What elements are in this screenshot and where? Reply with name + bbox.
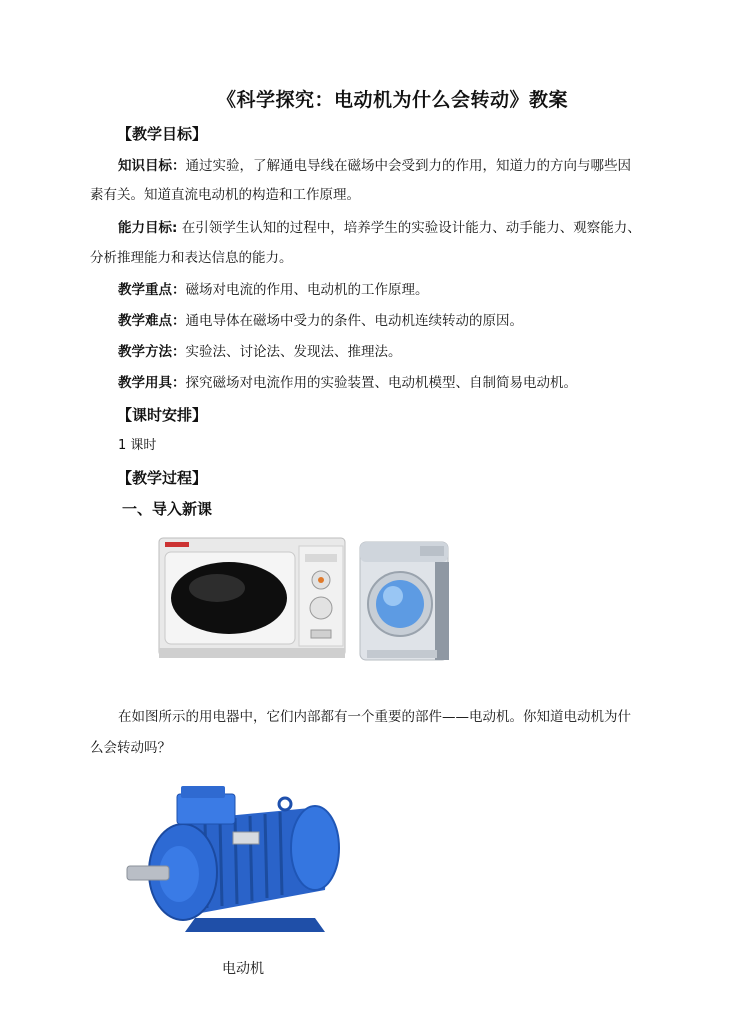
knowledge-objective-line1	[90, 156, 688, 176]
knowledge-label: 知识目标：	[118, 158, 186, 174]
difficulty-line	[90, 311, 688, 331]
microwave-image	[159, 538, 345, 658]
intro-heading: 一、导入新课	[122, 500, 213, 518]
schedule-text: 1 课时	[118, 438, 157, 453]
key-point-line	[90, 280, 688, 300]
knowledge-text-1: 通过实验，了解通电导线在磁场中会受到力的作用，知道力的方向与哪些因	[185, 158, 631, 174]
ability-text-1: 在引领学生认知的过程中，培养学生的实验设计能力、动手能力、观察能力、	[181, 220, 641, 236]
electric-motor-image	[127, 786, 339, 932]
ability-objective-line1	[90, 218, 688, 238]
method-label: 教学方法：	[118, 344, 186, 360]
objectives-heading: 【教学目标】	[117, 125, 208, 143]
key-text: 磁场对电流的作用、电动机的工作原理。	[185, 282, 429, 298]
question-line2: 么会转动吗？	[90, 740, 171, 756]
motor-figure	[125, 780, 365, 945]
ability-text-2: 分析推理能力和表达信息的能力。	[90, 250, 293, 266]
motor-caption: 电动机	[222, 961, 264, 977]
difficulty-label: 教学难点：	[118, 313, 186, 329]
schedule-heading: 【课时安排】	[117, 406, 208, 424]
ability-label: 能力目标:	[118, 220, 178, 236]
key-label: 教学重点：	[118, 282, 186, 298]
tools-label: 教学用具：	[118, 375, 186, 391]
tools-line	[90, 373, 688, 393]
washing-machine-image	[360, 542, 449, 660]
method-line	[90, 342, 688, 362]
knowledge-text-2: 素有关。知道直流电动机的构造和工作原理。	[90, 187, 360, 203]
question-line1: 在如图所示的用电器中，它们内部都有一个重要的部件——电动机。你知道电动机为什	[118, 709, 631, 725]
appliances-figure	[155, 532, 465, 667]
difficulty-text: 通电导体在磁场中受力的条件、电动机连续转动的原因。	[185, 313, 523, 329]
method-text: 实验法、讨论法、发现法、推理法。	[185, 344, 402, 360]
process-heading: 【教学过程】	[117, 469, 208, 487]
tools-text: 探究磁场对电流作用的实验装置、电动机模型、自制简易电动机。	[185, 375, 577, 391]
document-title: 《科学探究：电动机为什么会转动》教案	[216, 89, 568, 111]
